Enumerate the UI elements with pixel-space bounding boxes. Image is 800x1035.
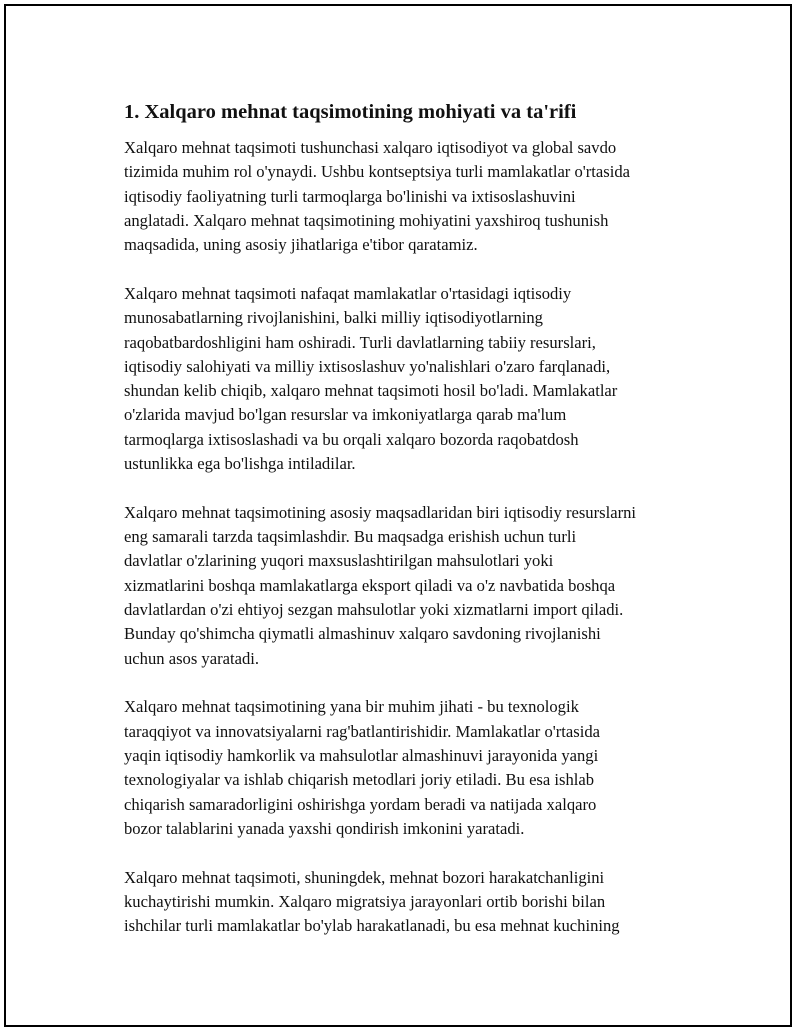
paragraph bbox=[124, 695, 704, 841]
text-line: Bunday qo'shimcha qiymatli almashinuv xalqaro savdoning rivojlanishi bbox=[124, 624, 601, 644]
paragraph-list bbox=[124, 136, 704, 939]
page-frame bbox=[4, 4, 792, 1027]
text-line: kuchaytirishi mumkin. Xalqaro migratsiya jarayonlari ortib borishi bilan bbox=[124, 892, 606, 912]
paragraph bbox=[124, 866, 704, 939]
text-line: Xalqaro mehnat taqsimotining yana bir muhim jihati - bu texnologik bbox=[124, 697, 579, 717]
text-line: texnologiyalar va ishlab chiqarish metodlari joriy etiladi. Bu esa ishlab bbox=[124, 770, 595, 790]
text-line: yaqin iqtisodiy hamkorlik va mahsulotlar almashinuvi jarayonida yangi bbox=[124, 746, 599, 766]
text-line: ustunlikka ega bo'lishga intiladilar. bbox=[124, 454, 356, 474]
text-line: uchun asos yaratadi. bbox=[124, 648, 260, 668]
text-line: shundan kelib chiqib, xalqaro mehnat taqsimoti hosil bo'ladi. Mamlakatlar bbox=[124, 381, 618, 401]
text-line: Xalqaro mehnat taqsimotining asosiy maqsadlaridan biri iqtisodiy resurslarni bbox=[124, 502, 636, 522]
text-line: bozor talablarini yanada yaxshi qondirish imkonini yaratadi. bbox=[124, 818, 525, 838]
paragraph bbox=[124, 501, 704, 671]
paragraph bbox=[124, 282, 704, 476]
text-line: chiqarish samaradorligini oshirishga yordam beradi va natijada xalqaro bbox=[124, 794, 597, 814]
text-line: Xalqaro mehnat taqsimoti tushunchasi xalqaro iqtisodiyot va global savdo bbox=[124, 138, 617, 157]
text-line: davlatlar o'zlarining yuqori maxsuslashtirilgan mahsulotlari yoki bbox=[124, 551, 554, 571]
text-line: Xalqaro mehnat taqsimoti, shuningdek, mehnat bozori harakatchanligini bbox=[124, 867, 605, 887]
text-line: tizimida muhim rol o'ynaydi. Ushbu kontseptsiya turli mamlakatlar o'rtasida bbox=[124, 162, 631, 182]
text-line: maqsadida, uning asosiy jihatlariga e'tibor qaratamiz. bbox=[124, 235, 478, 255]
text-line: eng samarali tarzda taqsimlashdir. Bu maqsadga erishish uchun turli bbox=[124, 527, 577, 547]
text-line: ishchilar turli mamlakatlar bo'ylab harakatlanadi, bu esa mehnat kuchining bbox=[124, 916, 620, 936]
text-line: Xalqaro mehnat taqsimoti nafaqat mamlakatlar o'rtasidagi iqtisodiy bbox=[124, 283, 572, 303]
text-line: o'zlarida mavjud bo'lgan resurslar va imkoniyatlarga qarab ma'lum bbox=[124, 405, 567, 425]
text-line: munosabatlarning rivojlanishini, balki milliy iqtisodiyotlarning bbox=[124, 308, 543, 328]
text-line: davlatlardan o'zi ehtiyoj sezgan mahsulotlar yoki xizmatlarni import qiladi. bbox=[124, 600, 624, 620]
text-line: iqtisodiy salohiyati va milliy ixtisoslashuv yo'nalishlari o'zaro farqlanadi, bbox=[124, 356, 611, 376]
document-body bbox=[124, 98, 704, 963]
section-heading: 1. Xalqaro mehnat taqsimotining mohiyati va ta'rifi bbox=[124, 101, 577, 123]
text-line: taraqqiyot va innovatsiyalarni rag'batlantirishidir. Mamlakatlar o'rtasida bbox=[124, 721, 600, 741]
paragraph bbox=[124, 136, 704, 257]
text-line: xizmatlarini boshqa mamlakatlarga eksport qiladi va o'z navbatida boshqa bbox=[124, 575, 616, 595]
text-line: tarmoqlarga ixtisoslashadi va bu orqali xalqaro bozorda raqobatdosh bbox=[124, 429, 579, 449]
text-line: anglatadi. Xalqaro mehnat taqsimotining mohiyatini yaxshiroq tushunish bbox=[124, 210, 609, 230]
text-line: raqobatbardoshligini ham oshiradi. Turli davlatlarning tabiiy resurslari, bbox=[124, 332, 596, 352]
text-line: iqtisodiy faoliyatning turli tarmoqlarga bo'linishi va ixtisoslashuvini bbox=[124, 186, 576, 206]
